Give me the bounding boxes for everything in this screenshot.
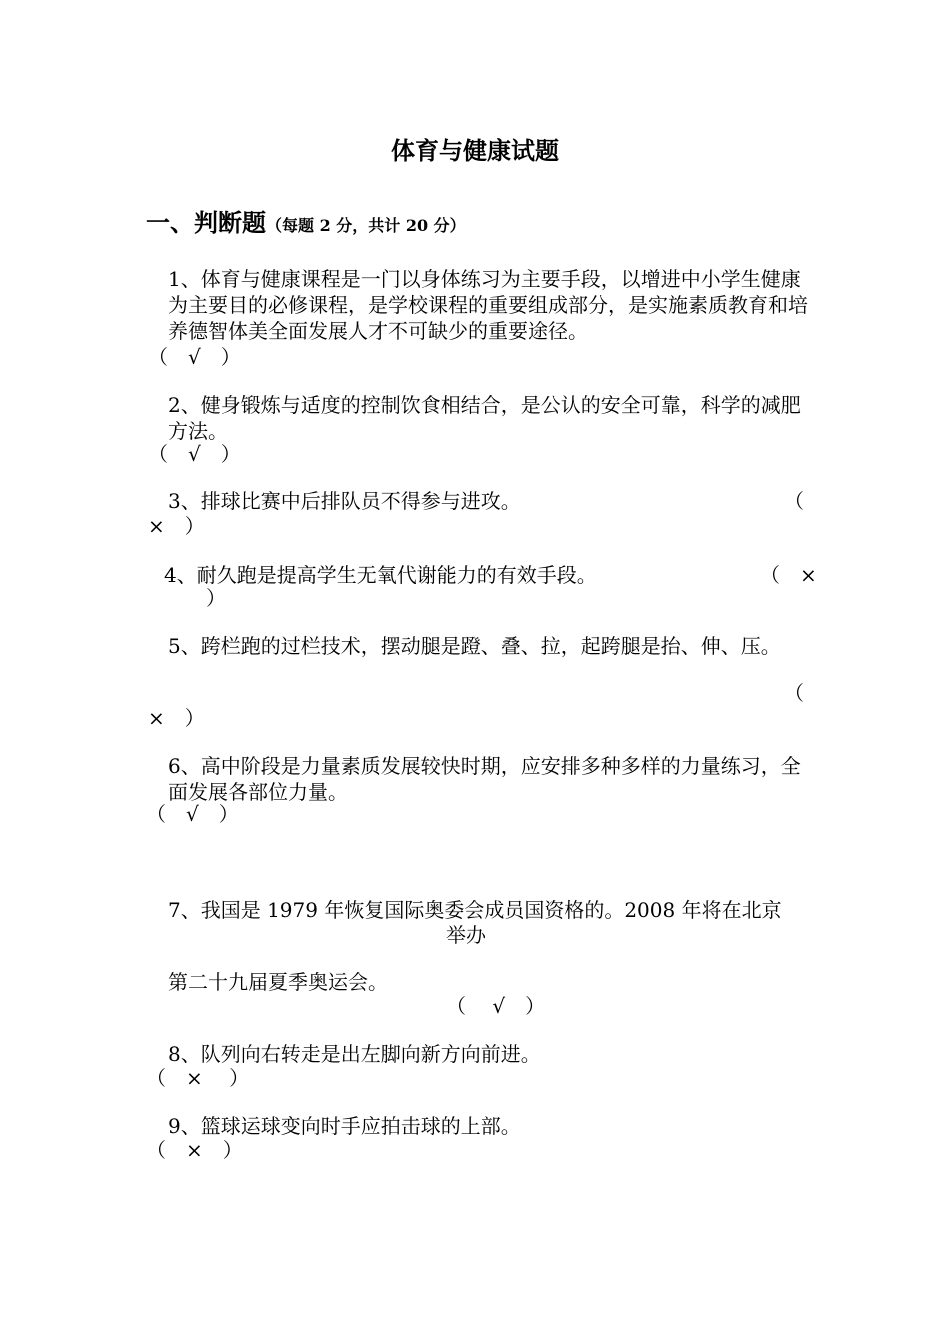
question-4-answer-close: ） bbox=[206, 586, 226, 610]
question-3-answer-close: × ） bbox=[148, 514, 205, 538]
question-6 bbox=[146, 753, 808, 805]
page-title: 体育与健康试题 bbox=[391, 136, 559, 165]
question-2 bbox=[146, 392, 808, 444]
question-3-answer-open: （ bbox=[784, 489, 804, 513]
question-1-text: 1、体育与健康课程是一门以身体练习为主要手段，以增进中小学生健康为主要目的必修课程，是学校课程的重要组成部分，是实施素质教育和培养德智体美全面发展人才不可缺少的重要途径。 bbox=[168, 267, 808, 343]
question-1 bbox=[146, 266, 808, 344]
question-7-answer: （ √ ） bbox=[446, 994, 546, 1018]
question-9-text: 9、篮球运球变向时手应拍击球的上部。 bbox=[168, 1114, 521, 1138]
question-1-answer: （ √ ） bbox=[148, 345, 241, 369]
question-6-text: 6、高中阶段是力量素质发展较快时期，应安排多种多样的力量练习，全面发展各部位力量。 bbox=[168, 754, 801, 804]
question-2-text: 2、健身锻炼与适度的控制饮食相结合，是公认的安全可靠，科学的减肥方法。 bbox=[168, 393, 801, 443]
question-8-text: 8、队列向右转走是出左脚向新方向前进。 bbox=[168, 1042, 541, 1066]
question-3-text: 3、排球比赛中后排队员不得参与进攻。 bbox=[168, 489, 521, 513]
question-4-answer-open: （ × bbox=[760, 563, 817, 587]
question-2-answer: （ √ ） bbox=[148, 442, 241, 466]
question-7-text-line2: 举办 bbox=[446, 923, 486, 947]
section-note: （每题 2 分，共计 20 分） bbox=[266, 216, 466, 235]
question-7-text-line1: 7、我国是 1979 年恢复国际奥委会成员国资格的。2008 年将在北京 bbox=[168, 898, 782, 922]
question-5-answer-open: （ bbox=[784, 681, 804, 705]
section-heading bbox=[146, 208, 466, 241]
question-7-text-line3: 第二十九届夏季奥运会。 bbox=[168, 970, 388, 994]
section-title: 一、判断题 bbox=[146, 208, 266, 237]
question-5-text: 5、跨栏跑的过栏技术，摆动腿是蹬、叠、拉，起跨腿是抬、伸、压。 bbox=[168, 634, 781, 658]
question-8-answer: （ × ） bbox=[146, 1066, 250, 1090]
question-4-text: 4、耐久跑是提高学生无氧代谢能力的有效手段。 bbox=[164, 563, 597, 587]
question-9-answer: （ × ） bbox=[146, 1138, 243, 1162]
question-6-answer: （ √ ） bbox=[146, 802, 239, 826]
question-5-answer-close: × ） bbox=[148, 706, 205, 730]
